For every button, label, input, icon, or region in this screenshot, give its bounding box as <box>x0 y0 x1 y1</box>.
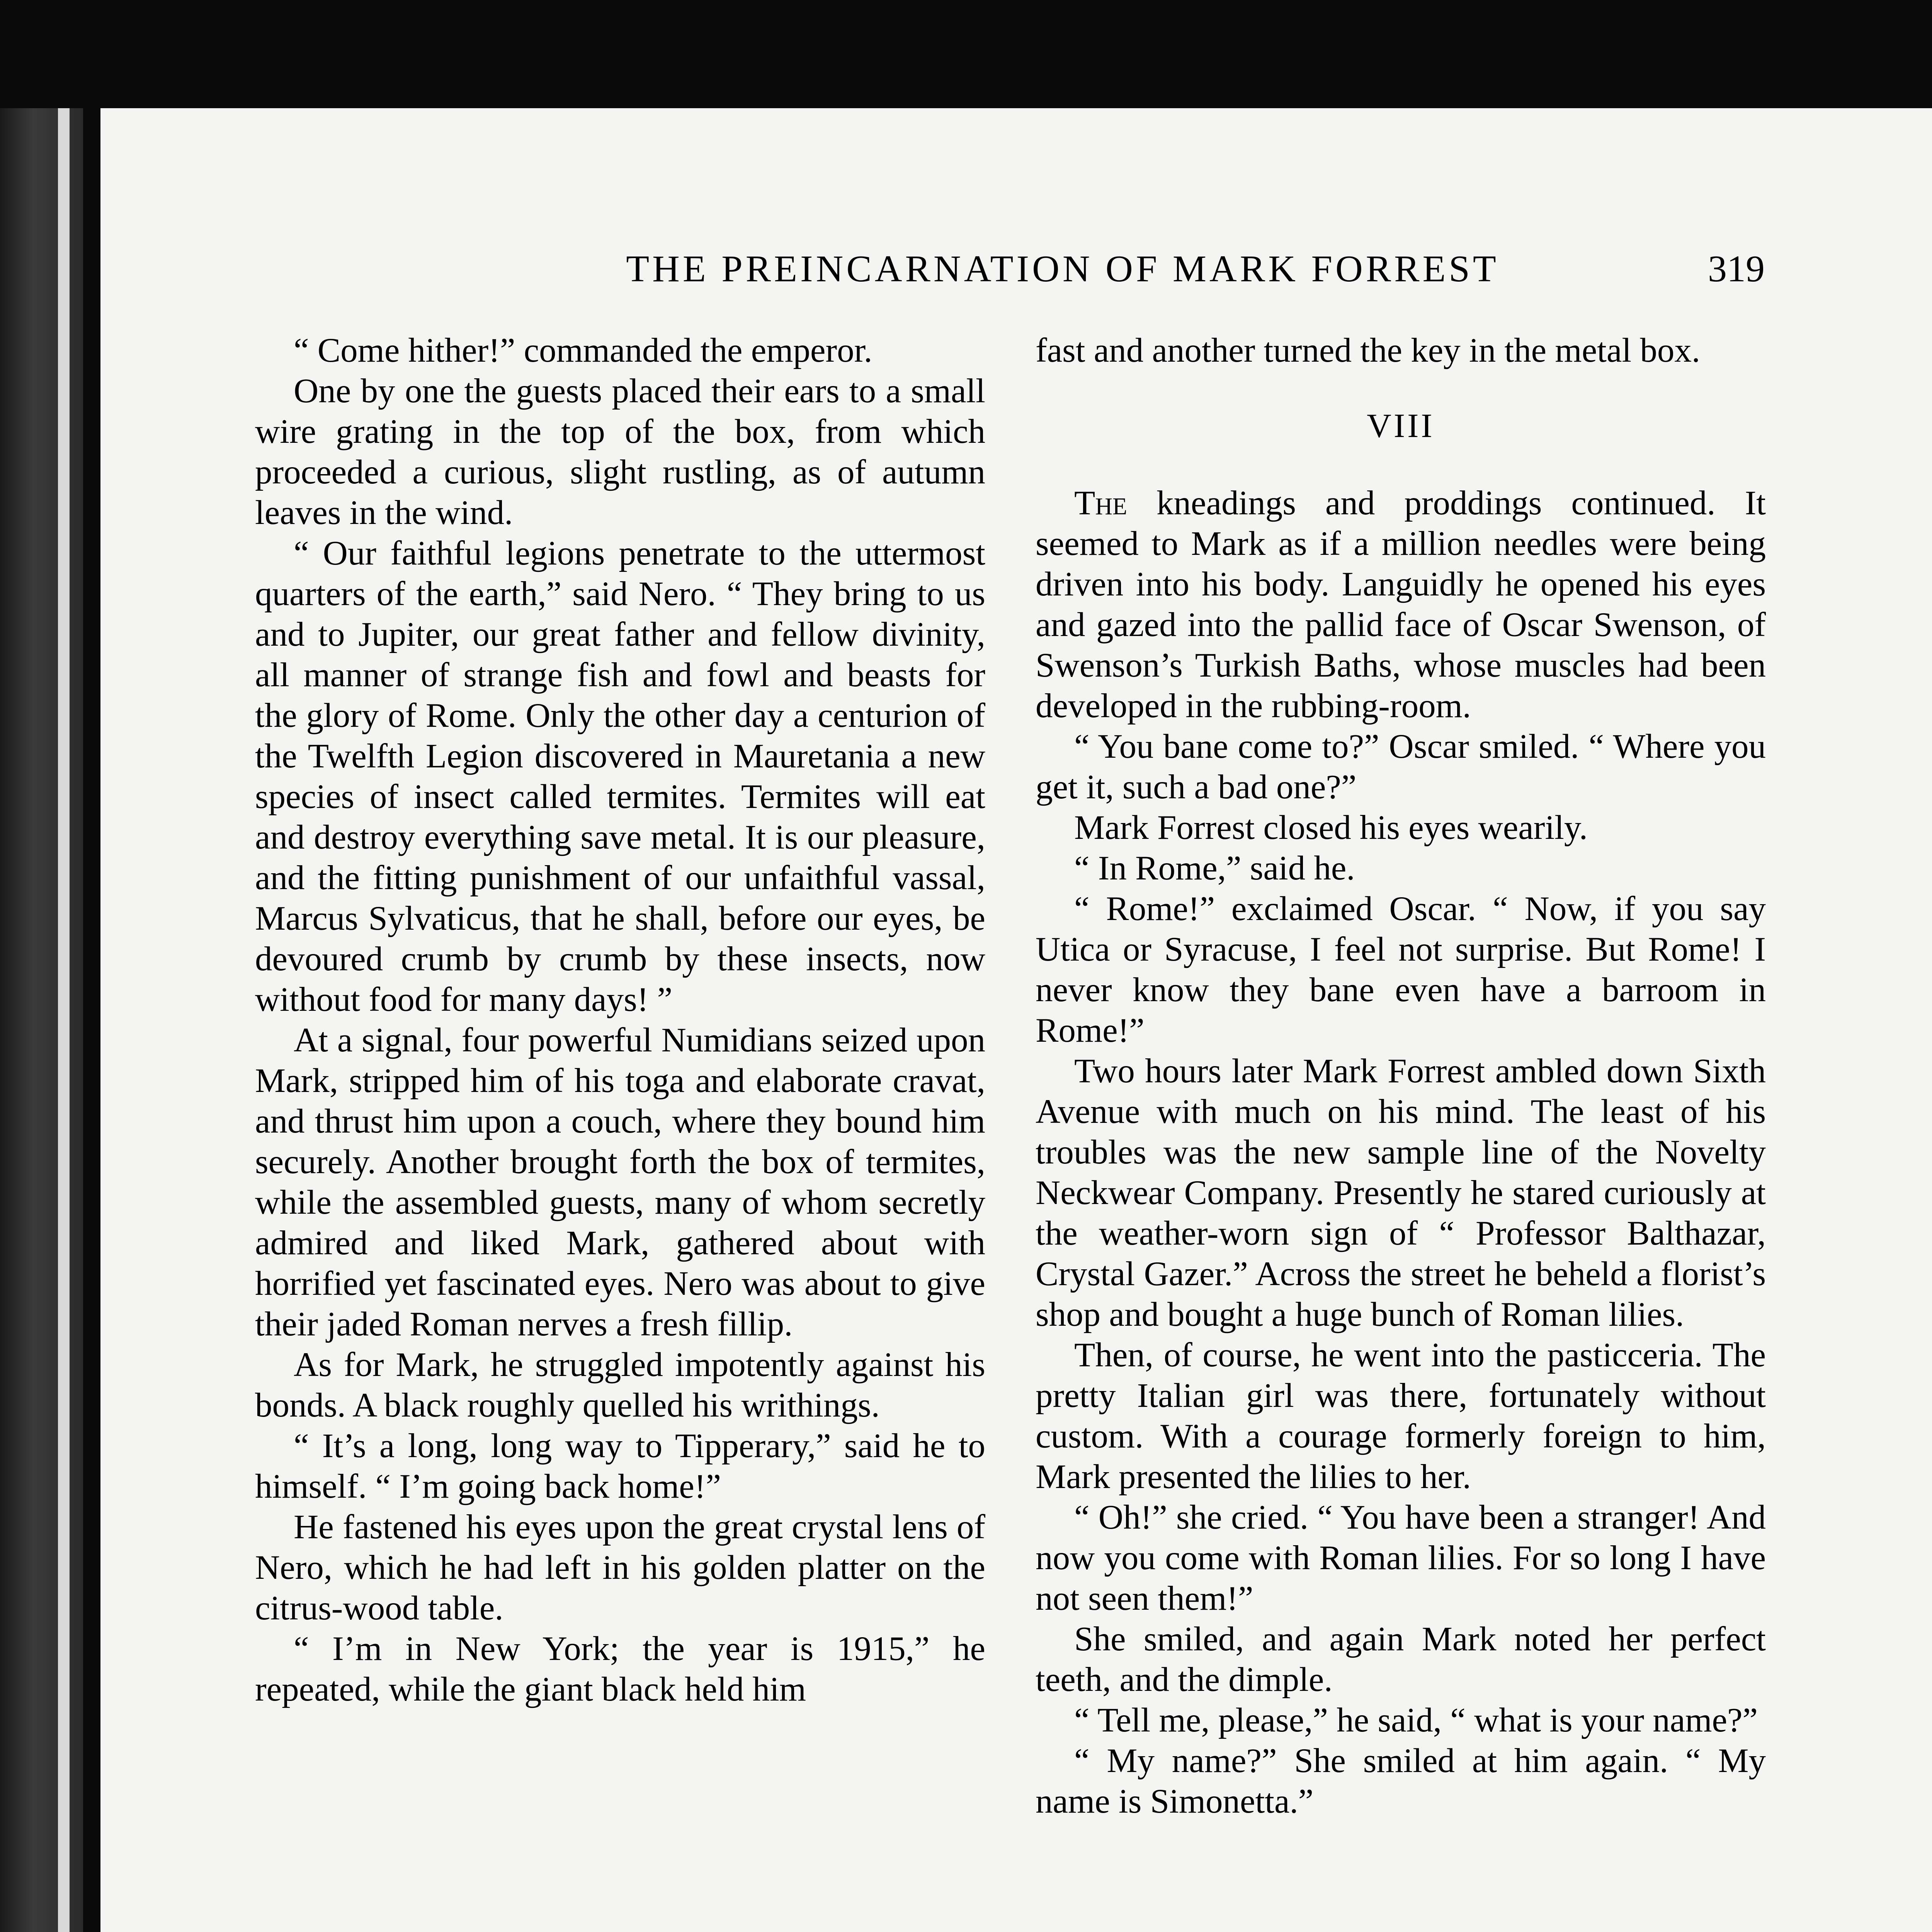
paragraph: “ Rome!” exclaimed Oscar. “ Now, if you say Utica or Syracuse, I feel not surprise. But Rome! I never know they bane even have a barroom in Rome!” <box>1036 890 1766 1049</box>
section-opening-word: The <box>1074 484 1128 522</box>
adjacent-page-edge <box>0 108 83 1932</box>
paragraph: “ Tell me, please,” he said, “ what is your name?” <box>1074 1701 1758 1739</box>
paragraph: “ Our faithful legions penetrate to the uttermost quarters of the earth,” said Nero. “ They bring to us and to Jupiter, our great father and fellow divinity, all manner of strange fish and fowl and beasts for the glory of Rome. Only the other day a centurion of the Twelfth Legion discovered in Mauretania a new species of insect called termites. Termites will eat and destroy everything save metal. It is our pleasure, and the fitting punishment of our unfaithful vassal, Marcus Sylvaticus, that he shall, before our eyes, be devoured crumb by crumb by these insects, now without food for many days! ” <box>255 534 985 1019</box>
paragraph: “ Come hither!” commanded the emperor. <box>294 332 872 369</box>
paragraph: “ I’m in New York; the year is 1915,” he repeated, while the giant black held him <box>255 1630 985 1708</box>
page-edge-line <box>58 108 70 1932</box>
paragraph: “ In Rome,” said he. <box>1074 849 1355 887</box>
running-head: THE PREINCARNATION OF MARK FORREST <box>626 248 1499 290</box>
paragraph: Two hours later Mark Forrest ambled down Sixth Avenue with much on his mind. The least of his troubles was the new sample line of the Novelty Neckwear Company. Presently he stared curiously at the weather-worn sign of “ Professor Balthazar, Crystal Gazer.” Across the street he beheld a florist’s shop and bought a huge bunch of Roman lilies. <box>1036 1052 1766 1333</box>
right-column <box>1036 330 1766 1822</box>
paragraph: “ You bane come to?” Oscar smiled. “ Where you get it, such a bad one?” <box>1036 728 1766 806</box>
page-number: 319 <box>1708 248 1765 290</box>
paragraph: Then, of course, he went into the pasticceria. The pretty Italian girl was there, fortunately without custom. With a courage formerly foreign to him, Mark presented the lilies to her. <box>1036 1336 1766 1496</box>
paragraph: “ It’s a long, long way to Tipperary,” said he to himself. “ I’m going back home!” <box>255 1427 985 1505</box>
right-column-body <box>1036 483 1766 1822</box>
paragraph: As for Mark, he struggled impotently against his bonds. A black roughly quelled his writhings. <box>255 1346 985 1424</box>
paragraph: One by one the guests placed their ears to a small wire grating in the top of the box, from which proceeded a curious, slight rustling, as of autumn leaves in the wind. <box>255 372 985 532</box>
right-column-top <box>1036 330 1766 371</box>
left-column <box>255 330 985 1710</box>
paragraph: He fastened his eyes upon the great crystal lens of Nero, which he had left in his golden platter on the citrus-wood table. <box>255 1508 985 1627</box>
section-heading: VIII <box>1367 407 1435 445</box>
paragraph: Mark Forrest closed his eyes wearily. <box>1074 809 1588 847</box>
paragraph: “ My name?” She smiled at him again. “ My name is Simonetta.” <box>1036 1742 1766 1820</box>
paragraph: At a signal, four powerful Numidians seized upon Mark, stripped him of his toga and elaborate cravat, and thrust him upon a couch, where they bound him securely. Another brought forth the box of termites, while the assembled guests, many of whom secretly admired and liked Mark, gathered about with horrified yet fascinated eyes. Nero was about to give their jaded Roman nerves a fresh fillip. <box>255 1021 985 1343</box>
paragraph: The kneadings and proddings continued. It seemed to Mark as if a million needles were being driven into his body. Languidly he opened his eyes and gazed into the pallid face of Oscar Swenson, of Swenson’s Turkish Baths, whose muscles had been developed in the rubbing-room. <box>1036 484 1766 725</box>
paragraph: She smiled, and again Mark noted her perfect teeth, and the dimple. <box>1036 1620 1766 1699</box>
paragraph: fast and another turned the key in the metal box. <box>1036 332 1701 369</box>
paragraph: “ Oh!” she cried. “ You have been a stranger! And now you come with Roman lilies. For so long I have not seen them!” <box>1036 1498 1766 1617</box>
